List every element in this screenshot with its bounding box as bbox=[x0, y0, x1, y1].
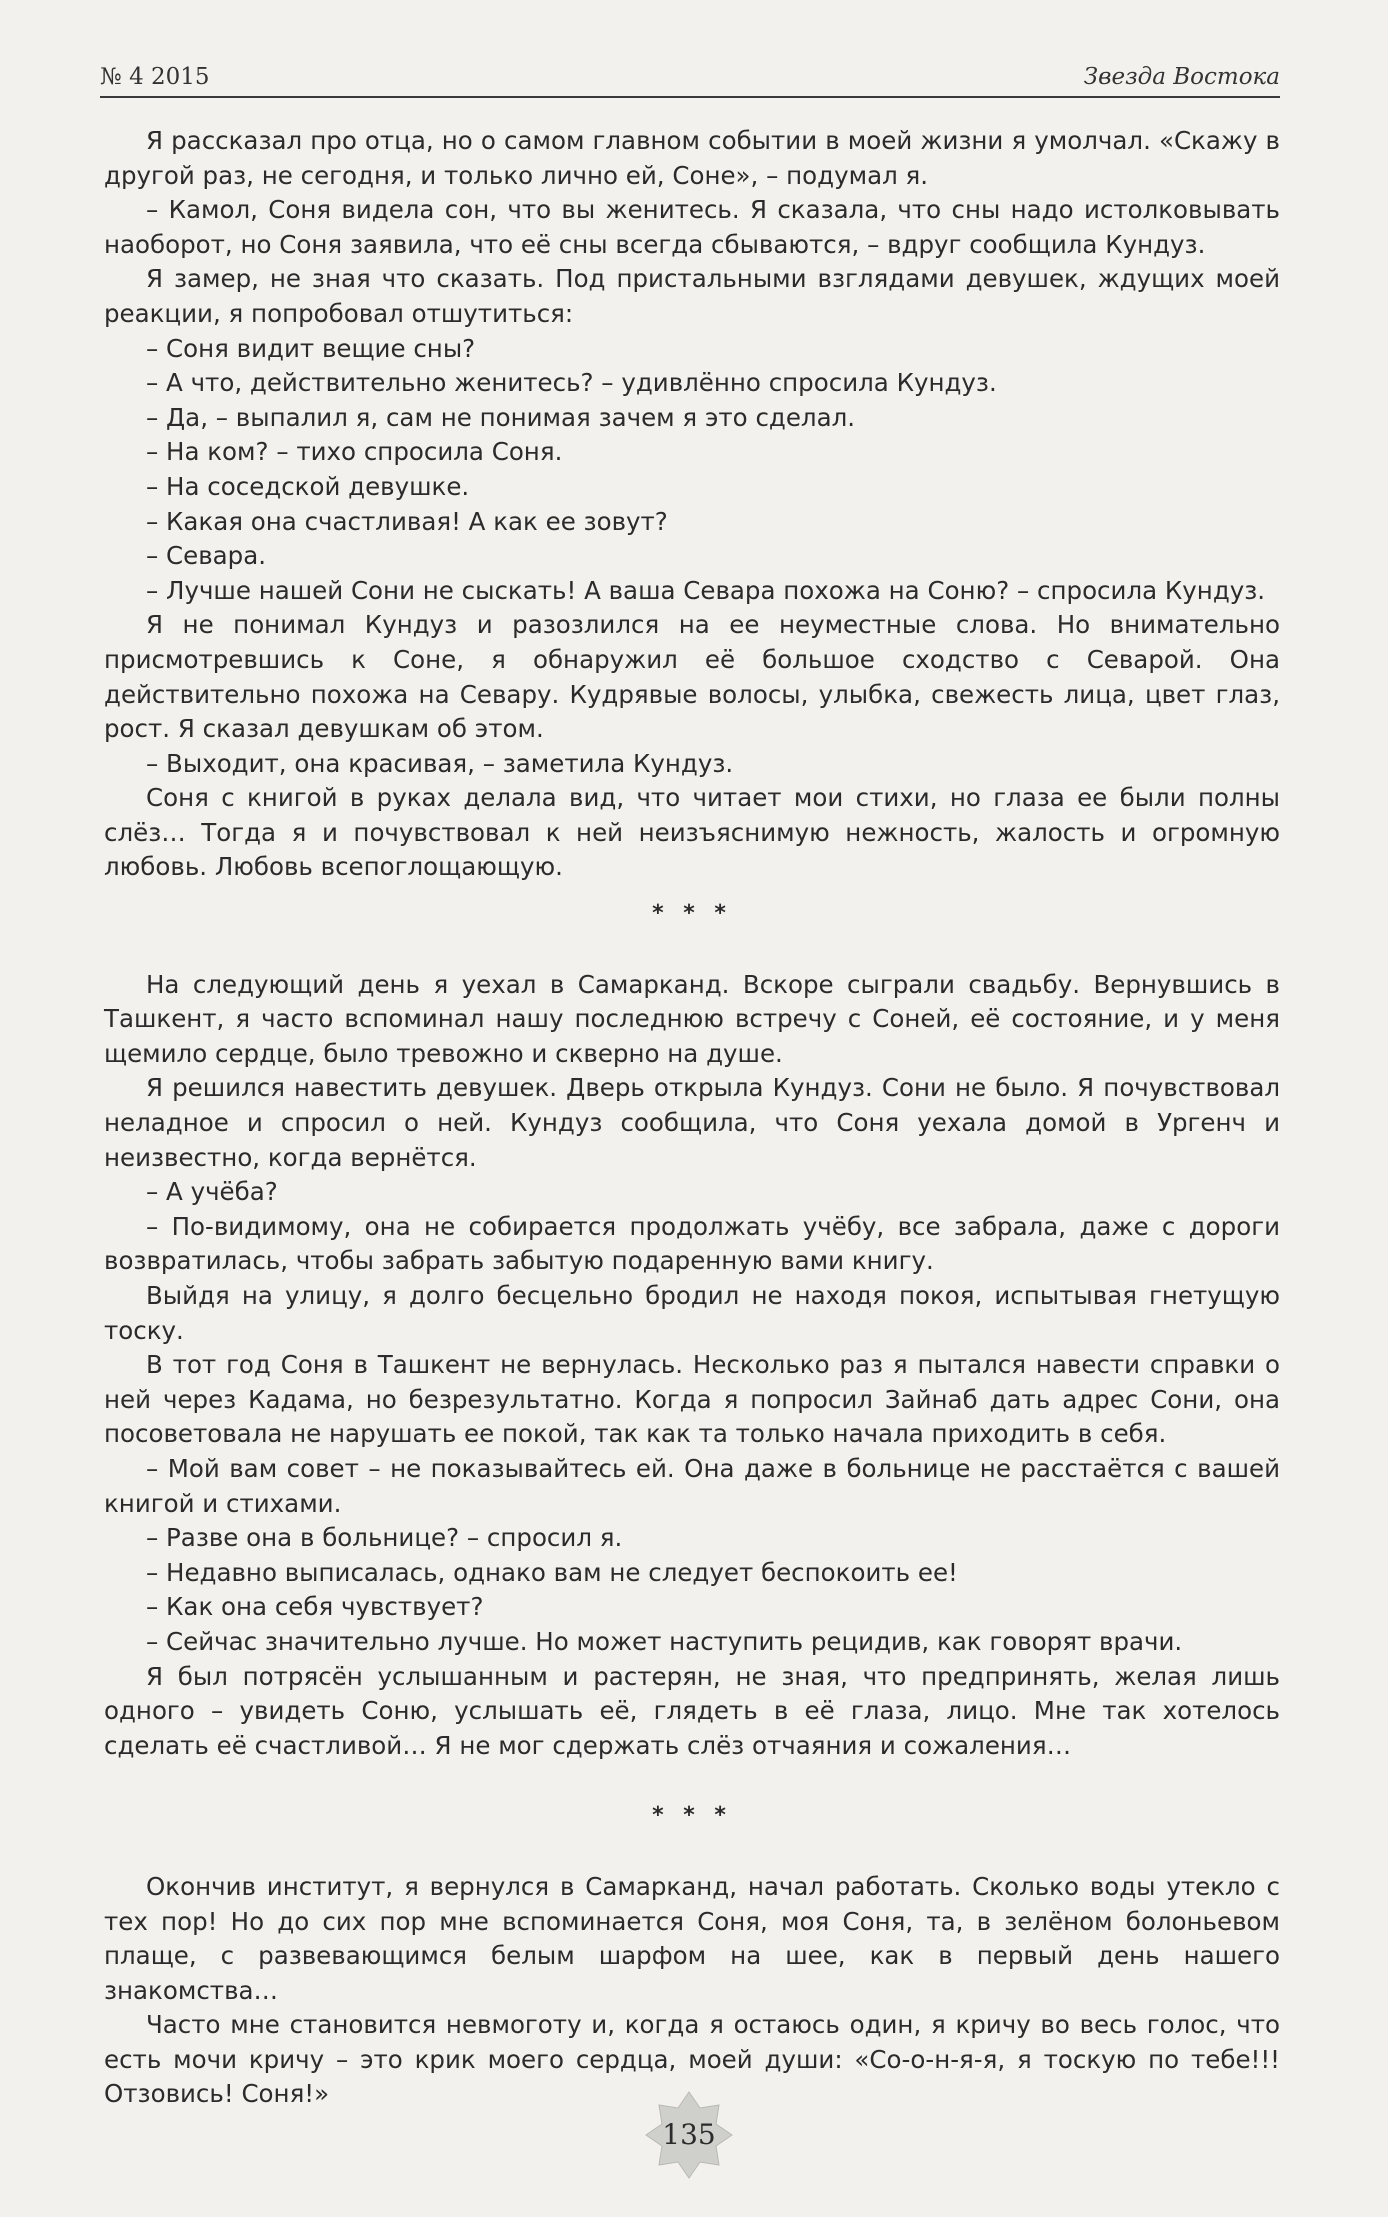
page-number: 135 bbox=[662, 2118, 716, 2151]
paragraph: – А что, действительно женитесь? – удивлённо спросила Кундуз. bbox=[146, 368, 997, 398]
paragraph: – Соня видит вещие сны? bbox=[146, 333, 476, 363]
paragraph: – Камол, Соня видела сон, что вы женитесь. Я сказала, что сны надо истолковывать наоборот, но Соня заявила, что её сны всегда сбываются, – вдруг сообщила Кундуз. bbox=[104, 195, 1280, 259]
section-separator: * * * bbox=[652, 901, 732, 927]
running-header bbox=[100, 52, 1280, 98]
paragraph: – Севара. bbox=[146, 541, 267, 571]
paragraph: Я рассказал про отца, но о самом главном событии в моей жизни я умолчал. «Скажу в другой раз, не сегодня, и только лично ей, Соне», – подумал я. bbox=[104, 126, 1280, 190]
section-separator: * * * bbox=[652, 1803, 732, 1829]
paragraph: Я был потрясён услышанным и растерян, не зная, что предпринять, желая лишь одного – увидеть Соню, услышать её, глядеть в её глаза, лицо. Мне так хотелось сделать её счастливой… Я не мог сдержать слёз отчаяния и сожаления… bbox=[104, 1661, 1280, 1760]
paragraph: Соня с книгой в руках делала вид, что читает мои стихи, но глаза ее были полны слёз… Тогда я и почувствовал к ней неизъяснимую нежность, жалость и огромную любовь. Любовь всепоглощающую. bbox=[104, 783, 1280, 882]
text-block-2 bbox=[104, 968, 1280, 1764]
text-block-1 bbox=[104, 124, 1280, 885]
paragraph: Выйдя на улицу, я долго бесцельно бродил не находя покоя, испытывая гнетущую тоску. bbox=[104, 1281, 1280, 1345]
paragraph: – Лучше нашей Сони не сыскать! А ваша Севара похожа на Соню? – спросила Кундуз. bbox=[146, 575, 1266, 605]
paragraph: На следующий день я уехал в Самарканд. Вскоре сыграли свадьбу. Вернувшись в Ташкент, я часто вспоминал нашу последнюю встречу с Соней, её состояние, и у меня щемило сердце, было тревожно и скверно на душе. bbox=[104, 969, 1280, 1068]
paragraph: – На ком? – тихо спросила Соня. bbox=[146, 437, 563, 467]
article-body bbox=[104, 124, 1280, 2112]
paragraph: – Выходит, она красивая, – заметила Кундуз. bbox=[146, 748, 734, 778]
paragraph: – По-видимому, она не собирается продолжать учёбу, все забрала, даже с дороги возвратилась, чтобы забрать забытую подаренную вами книгу. bbox=[104, 1211, 1280, 1276]
paragraph: – Мой вам совет – не показывайтесь ей. Она даже в больнице не расстаётся с вашей книгой и стихами. bbox=[104, 1453, 1280, 1518]
text-block-3 bbox=[104, 1870, 1280, 2112]
issue-number: № 4 2015 bbox=[100, 64, 210, 90]
paragraph: – Как она себя чувствует? bbox=[146, 1592, 484, 1622]
paragraph: – Разве она в больнице? – спросил я. bbox=[146, 1523, 623, 1553]
paragraph: Я замер, не зная что сказать. Под пристальными взглядами девушек, ждущих моей реакции, я попробовал отшутиться: bbox=[104, 264, 1280, 328]
paragraph: – Да, – выпалил я, сам не понимая зачем я это сделал. bbox=[146, 402, 856, 432]
paragraph: Я решился навестить девушек. Дверь открыла Кундуз. Сони не было. Я почувствовал неладное и спросил о ней. Кундуз сообщила, что Соня уехала домой в Ургенч и неизвестно, когда вернётся. bbox=[104, 1073, 1280, 1172]
paragraph: – Какая она счастливая! А как ее зовут? bbox=[146, 506, 668, 536]
paragraph: – Недавно выписалась, однако вам не следует беспокоить ее! bbox=[146, 1557, 958, 1587]
journal-title: Звезда Востока bbox=[1083, 64, 1280, 90]
paragraph: – На соседской девушке. bbox=[146, 471, 470, 501]
page-number-badge bbox=[644, 2090, 734, 2180]
paragraph: Часто мне становится невмоготу и, когда я остаюсь один, я кричу во весь голос, что есть мочи кричу – это крик моего сердца, моей души: «Со-о-н-я-я, я тоскую по тебе!!! Отзовись! Соня!» bbox=[104, 2010, 1280, 2109]
paragraph: Я не понимал Кундуз и разозлился на ее неуместные слова. Но внимательно присмотревшись к Соне, я обнаружил её большое сходство с Севарой. Она действительно похожа на Севару. Кудрявые волосы, улыбка, свежесть лица, цвет глаз, рост. Я сказал девушкам об этом. bbox=[104, 610, 1280, 744]
paragraph: – А учёба? bbox=[146, 1177, 278, 1207]
paragraph: В тот год Соня в Ташкент не вернулась. Несколько раз я пытался навести справки о ней через Кадама, но безрезультатно. Когда я попросил Зайнаб дать адрес Сони, она посоветовала не нарушать ее покой, так как та только начала приходить в себя. bbox=[104, 1350, 1280, 1449]
paragraph: – Сейчас значительно лучше. Но может наступить рецидив, как говорят врачи. bbox=[146, 1626, 1183, 1656]
paragraph: Окончив институт, я вернулся в Самарканд, начал работать. Сколько воды утекло с тех пор! Но до сих пор мне вспоминается Соня, моя Соня, та, в зелёном болоньевом плаще, с развевающимся белым шарфом на шее, как в первый день нашего знакомства… bbox=[104, 1871, 1280, 2005]
